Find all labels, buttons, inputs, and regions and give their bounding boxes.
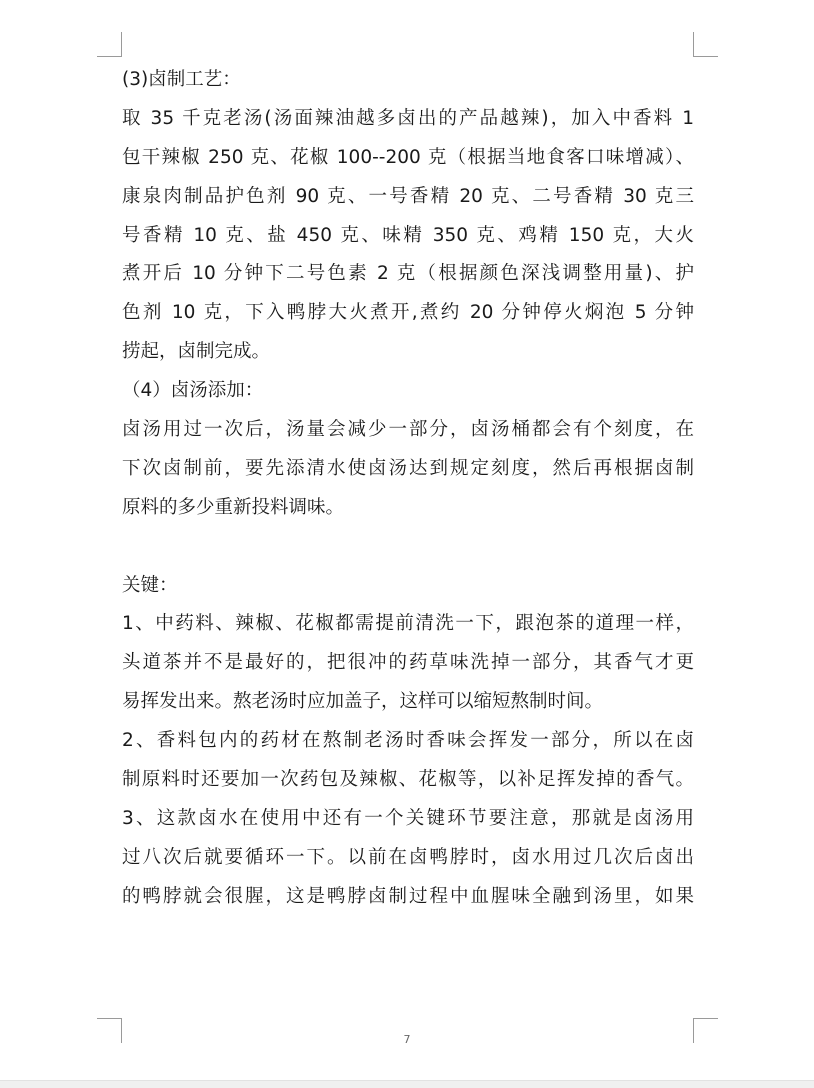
page-number: 7 [403, 1033, 411, 1046]
margin-mark-top-right [693, 32, 718, 57]
paragraph-line: 色剂 10 克，下入鸭脖大火煮开,煮约 20 分钟停火焖泡 5 分钟 [122, 302, 694, 324]
section-heading-process: (3)卤制工艺： [122, 69, 241, 90]
section-heading-key-points: 关键： [122, 574, 178, 596]
blank-line [122, 528, 694, 567]
paragraph-line: 号香精 10 克、盐 450 克、味精 350 克、鸡精 150 克，大火 [122, 224, 694, 246]
paragraph-line: 煮开后 10 分钟下二号色素 2 克（根据颜色深浅调整用量)、护 [122, 263, 694, 285]
paragraph-line: 的鸭脖就会很腥，这是鸭脖卤制过程中血腥味全融到汤里，如果 [122, 885, 694, 907]
paragraph-line: 头道茶并不是最好的，把很冲的药草味洗掉一部分，其香气才更 [122, 652, 694, 674]
paragraph-line: 2、香料包内的药材在熬制老汤时香味会挥发一部分，所以在卤 [122, 730, 694, 752]
paragraph-line: 易挥发出来。熬老汤时应加盖子，这样可以缩短熬制时间。 [122, 691, 604, 713]
paragraph-line: 过八次后就要循环一下。以前在卤鸭脖时，卤水用过几次后卤出 [122, 846, 694, 868]
margin-mark-top-left [97, 32, 122, 57]
paragraph-line: 捞起，卤制完成。 [122, 341, 271, 363]
paragraph-line: 制原料时还要加一次药包及辣椒、花椒等，以补足挥发掉的香气。 [122, 769, 694, 791]
paragraph-line: 卤汤用过一次后，汤量会减少一部分，卤汤桶都会有个刻度，在 [122, 419, 694, 441]
document-body [122, 61, 694, 917]
paragraph-line: 3、这款卤水在使用中还有一个关键环节要注意，那就是卤汤用 [122, 807, 694, 829]
paragraph-line: 取 35 千克老汤(汤面辣油越多卤出的产品越辣)，加入中香料 1 [122, 107, 694, 129]
paragraph-line: 包干辣椒 250 克、花椒 100--200 克（根据当地食客口味增减）、 [122, 146, 694, 168]
paragraph-line: 康泉肉制品护色剂 90 克、一号香精 20 克、二号香精 30 克三 [122, 185, 694, 207]
section-heading-soup-addition: （4）卤汤添加： [122, 380, 264, 402]
paragraph-line: 原料的多少重新投料调味。 [122, 496, 345, 518]
paragraph-line: 下次卤制前，要先添清水使卤汤达到规定刻度，然后再根据卤制 [122, 457, 694, 479]
paragraph-line: 1、中药料、辣椒、花椒都需提前清洗一下，跟泡茶的道理一样， [122, 613, 694, 635]
